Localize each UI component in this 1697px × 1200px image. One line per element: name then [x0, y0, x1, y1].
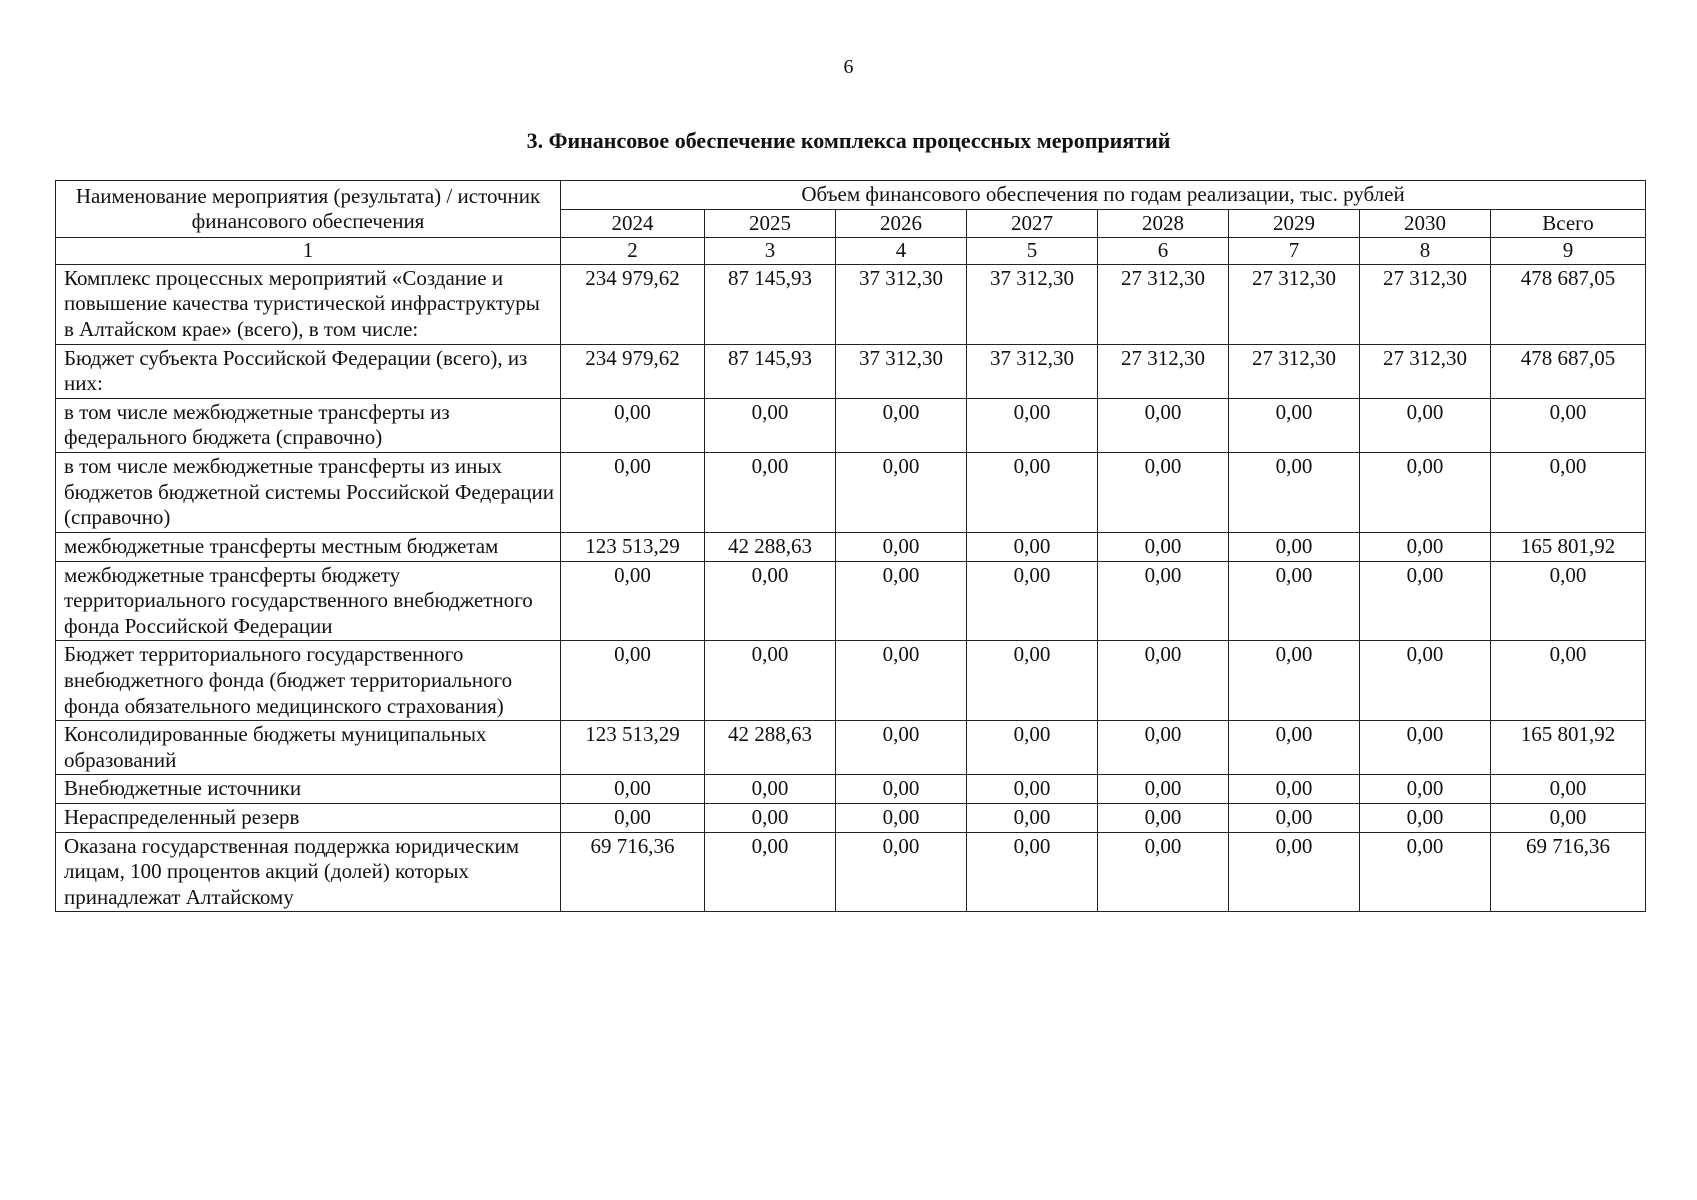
row-total-value: 478 687,05 [1491, 264, 1646, 344]
table-row [56, 804, 1646, 833]
row-year-value: 0,00 [836, 453, 967, 533]
row-year-value: 0,00 [967, 721, 1098, 775]
row-year-value: 27 312,30 [1098, 264, 1229, 344]
row-name: Комплекс процессных мероприятий «Создание и повышение качества туристической инфраструктуры в Алтайском крае» (всего), в том числе: [56, 264, 561, 344]
row-total-value: 0,00 [1491, 398, 1646, 452]
row-total-value: 165 801,92 [1491, 721, 1646, 775]
row-year-value: 0,00 [1229, 641, 1360, 721]
row-year-value: 0,00 [705, 453, 836, 533]
row-year-value: 37 312,30 [836, 344, 967, 398]
row-year-value: 0,00 [561, 641, 705, 721]
row-year-value: 0,00 [836, 775, 967, 804]
row-year-value: 0,00 [705, 832, 836, 912]
row-year-value: 0,00 [561, 398, 705, 452]
row-year-value: 0,00 [1360, 804, 1491, 833]
row-year-value: 87 145,93 [705, 264, 836, 344]
table-row [56, 721, 1646, 775]
row-year-value: 0,00 [1229, 532, 1360, 561]
row-year-value: 0,00 [705, 775, 836, 804]
header-year: 2028 [1098, 209, 1229, 238]
table-row [56, 398, 1646, 452]
row-year-value: 0,00 [967, 775, 1098, 804]
row-year-value: 0,00 [1098, 561, 1229, 641]
table-row [56, 344, 1646, 398]
column-number: 9 [1491, 238, 1646, 265]
row-year-value: 0,00 [1360, 398, 1491, 452]
row-year-value: 0,00 [561, 775, 705, 804]
row-year-value: 0,00 [561, 561, 705, 641]
row-year-value: 0,00 [1360, 561, 1491, 641]
row-year-value: 0,00 [1229, 721, 1360, 775]
row-year-value: 0,00 [836, 804, 967, 833]
table-row [56, 561, 1646, 641]
header-year: 2024 [561, 209, 705, 238]
table-row [56, 775, 1646, 804]
row-year-value: 0,00 [1229, 775, 1360, 804]
header-row-group [56, 181, 1646, 210]
row-total-value: 165 801,92 [1491, 532, 1646, 561]
financing-table [55, 180, 1646, 912]
row-year-value: 0,00 [967, 453, 1098, 533]
row-year-value: 37 312,30 [836, 264, 967, 344]
header-year: 2025 [705, 209, 836, 238]
column-number: 8 [1360, 238, 1491, 265]
column-number: 1 [56, 238, 561, 265]
row-year-value: 0,00 [967, 532, 1098, 561]
column-number: 5 [967, 238, 1098, 265]
row-total-value: 0,00 [1491, 561, 1646, 641]
row-total-value: 0,00 [1491, 641, 1646, 721]
row-total-value: 478 687,05 [1491, 344, 1646, 398]
header-total: Всего [1491, 209, 1646, 238]
table-row [56, 532, 1646, 561]
row-year-value: 42 288,63 [705, 532, 836, 561]
table-row [56, 641, 1646, 721]
row-year-value: 27 312,30 [1098, 344, 1229, 398]
row-year-value: 27 312,30 [1360, 344, 1491, 398]
header-year: 2027 [967, 209, 1098, 238]
row-year-value: 0,00 [1229, 832, 1360, 912]
row-year-value: 0,00 [1229, 804, 1360, 833]
row-year-value: 0,00 [561, 804, 705, 833]
table-body [56, 181, 1646, 912]
table-row [56, 264, 1646, 344]
row-total-value: 0,00 [1491, 804, 1646, 833]
row-year-value: 123 513,29 [561, 721, 705, 775]
row-year-value: 0,00 [1229, 398, 1360, 452]
row-year-value: 0,00 [1360, 832, 1491, 912]
section-title: 3. Финансовое обеспечение комплекса процессных мероприятий [526, 128, 1171, 153]
row-name: Нераспределенный резерв [56, 804, 561, 833]
column-number: 3 [705, 238, 836, 265]
row-year-value: 0,00 [705, 641, 836, 721]
row-year-value: 0,00 [967, 398, 1098, 452]
row-year-value: 0,00 [836, 832, 967, 912]
column-number: 7 [1229, 238, 1360, 265]
row-year-value: 0,00 [1360, 775, 1491, 804]
row-year-value: 234 979,62 [561, 264, 705, 344]
row-name: межбюджетные трансферты бюджету территориального государственного внебюджетного фонда Российской Федерации [56, 561, 561, 641]
row-year-value: 0,00 [1098, 721, 1229, 775]
page-number: 6 [843, 56, 854, 78]
row-name: Бюджет территориального государственного внебюджетного фонда (бюджет территориального фонда обязательного медицинского страхования) [56, 641, 561, 721]
row-name: в том числе межбюджетные трансферты из иных бюджетов бюджетной системы Российской Федерации (справочно) [56, 453, 561, 533]
row-year-value: 27 312,30 [1229, 264, 1360, 344]
row-year-value: 0,00 [1098, 804, 1229, 833]
row-year-value: 0,00 [1360, 721, 1491, 775]
header-year: 2026 [836, 209, 967, 238]
row-year-value: 0,00 [1098, 398, 1229, 452]
row-name: Оказана государственная поддержка юридическим лицам, 100 процентов акций (долей) которых принадлежат Алтайскому [56, 832, 561, 912]
row-year-value: 0,00 [705, 561, 836, 641]
row-year-value: 0,00 [967, 832, 1098, 912]
row-year-value: 0,00 [1098, 775, 1229, 804]
row-year-value: 0,00 [1098, 532, 1229, 561]
row-year-value: 0,00 [967, 804, 1098, 833]
row-year-value: 0,00 [836, 532, 967, 561]
row-year-value: 27 312,30 [1229, 344, 1360, 398]
row-year-value: 87 145,93 [705, 344, 836, 398]
row-year-value: 0,00 [561, 453, 705, 533]
row-year-value: 0,00 [1229, 561, 1360, 641]
row-name: межбюджетные трансферты местным бюджетам [56, 532, 561, 561]
row-year-value: 27 312,30 [1360, 264, 1491, 344]
row-total-value: 0,00 [1491, 453, 1646, 533]
row-year-value: 0,00 [705, 398, 836, 452]
table-row [56, 832, 1646, 912]
row-year-value: 0,00 [1360, 453, 1491, 533]
row-year-value: 37 312,30 [967, 264, 1098, 344]
row-year-value: 0,00 [705, 804, 836, 833]
row-year-value: 37 312,30 [967, 344, 1098, 398]
column-number-row [56, 238, 1646, 265]
row-name: Консолидированные бюджеты муниципальных образований [56, 721, 561, 775]
row-year-value: 0,00 [836, 398, 967, 452]
column-number: 2 [561, 238, 705, 265]
row-year-value: 0,00 [967, 641, 1098, 721]
row-year-value: 123 513,29 [561, 532, 705, 561]
row-year-value: 69 716,36 [561, 832, 705, 912]
header-name-column: Наименование мероприятия (результата) / источник финансового обеспечения [56, 181, 561, 238]
row-year-value: 0,00 [1098, 641, 1229, 721]
row-year-value: 0,00 [1098, 832, 1229, 912]
row-name: в том числе межбюджетные трансферты из федерального бюджета (справочно) [56, 398, 561, 452]
header-funding-group: Объем финансового обеспечения по годам реализации, тыс. рублей [561, 181, 1646, 210]
header-year: 2029 [1229, 209, 1360, 238]
column-number: 4 [836, 238, 967, 265]
row-name: Внебюджетные источники [56, 775, 561, 804]
row-name: Бюджет субъекта Российской Федерации (всего), из них: [56, 344, 561, 398]
row-year-value: 0,00 [836, 561, 967, 641]
row-year-value: 0,00 [836, 721, 967, 775]
row-year-value: 0,00 [967, 561, 1098, 641]
row-year-value: 42 288,63 [705, 721, 836, 775]
row-year-value: 0,00 [1360, 532, 1491, 561]
table-row [56, 453, 1646, 533]
column-number: 6 [1098, 238, 1229, 265]
row-year-value: 0,00 [836, 641, 967, 721]
row-year-value: 0,00 [1229, 453, 1360, 533]
header-year: 2030 [1360, 209, 1491, 238]
row-year-value: 0,00 [1360, 641, 1491, 721]
row-year-value: 234 979,62 [561, 344, 705, 398]
row-year-value: 0,00 [1098, 453, 1229, 533]
row-total-value: 0,00 [1491, 775, 1646, 804]
row-total-value: 69 716,36 [1491, 832, 1646, 912]
